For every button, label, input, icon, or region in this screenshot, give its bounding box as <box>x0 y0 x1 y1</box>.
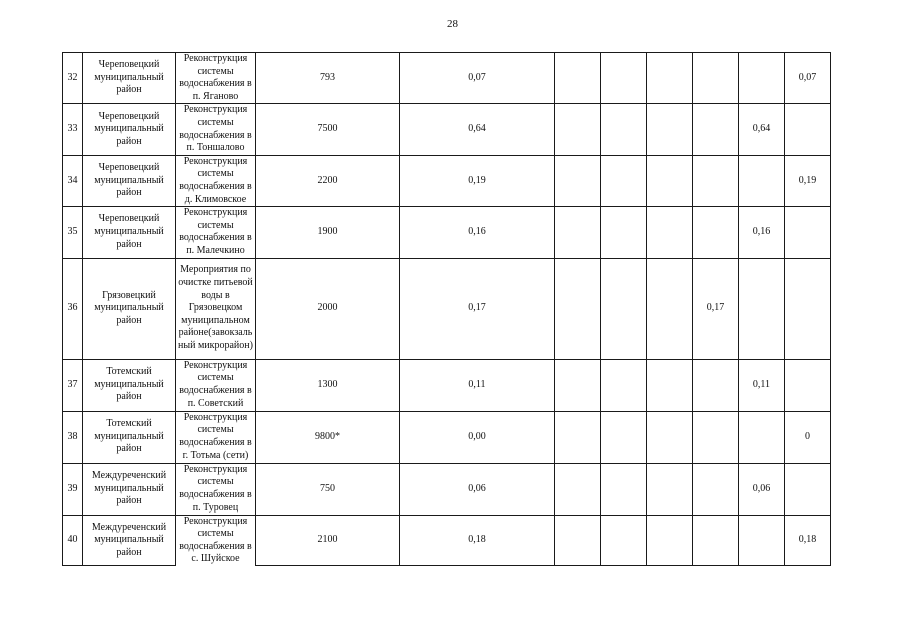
district-cell-line: муниципальный <box>94 378 164 390</box>
value-cell <box>693 207 739 258</box>
project-cell <box>176 411 256 463</box>
project-cell-line: системы <box>197 476 234 488</box>
project-cell-line: Реконструкция <box>183 104 248 116</box>
share-cell: 0,19 <box>400 155 555 206</box>
value-cell: 0,64 <box>739 104 785 155</box>
share-cell: 0,07 <box>400 53 555 104</box>
value-cell <box>555 53 601 104</box>
value-cell: 0 <box>785 411 831 463</box>
share-cell: 0,17 <box>400 258 555 359</box>
value-cell <box>555 155 601 206</box>
project-cell <box>176 463 256 515</box>
value-cell <box>601 207 647 258</box>
amount-cell: 9800* <box>256 411 400 463</box>
district-cell-line: район <box>116 495 142 507</box>
value-cell <box>785 207 831 258</box>
project-cell-line: водоснабжения в <box>179 129 252 141</box>
row-number: 40 <box>63 515 83 566</box>
district-cell-line: район <box>116 238 142 250</box>
value-cell <box>601 359 647 411</box>
share-cell: 0,16 <box>400 207 555 258</box>
project-cell-line: водоснабжения в <box>179 437 252 448</box>
table-row <box>63 104 831 155</box>
project-cell-line: муниципальном <box>181 314 250 326</box>
district-cell-line: Междуреченский <box>91 521 167 533</box>
project-cell-line: системы <box>197 219 234 231</box>
table-row <box>63 463 831 515</box>
value-cell <box>647 155 693 206</box>
value-cell <box>555 104 601 155</box>
district-cell-line: муниципальный <box>94 174 164 186</box>
table-row <box>63 53 831 104</box>
project-cell-line: Реконструкция <box>183 515 248 527</box>
district-cell-line: муниципальный <box>94 123 164 135</box>
amount-cell: 793 <box>256 53 400 104</box>
project-cell <box>176 359 256 411</box>
row-number: 36 <box>63 258 83 359</box>
value-cell <box>647 258 693 359</box>
value-cell <box>693 155 739 206</box>
value-cell <box>739 515 785 566</box>
row-number: 37 <box>63 359 83 411</box>
district-cell <box>83 411 176 463</box>
project-cell-line: районе(завокзаль <box>178 327 253 339</box>
amount-cell: 2100 <box>256 515 400 566</box>
project-cell-line: Реконструкция <box>183 207 248 219</box>
district-cell <box>83 258 176 359</box>
amount-cell: 2000 <box>256 258 400 359</box>
amount-cell: 2200 <box>256 155 400 206</box>
project-cell-line: системы <box>197 116 234 128</box>
district-cell <box>83 463 176 515</box>
share-cell: 0,18 <box>400 515 555 566</box>
district-cell-line: район <box>116 443 142 455</box>
project-cell-line: водоснабжения в <box>179 385 252 396</box>
value-cell <box>601 463 647 515</box>
district-cell-line: муниципальный <box>94 482 164 494</box>
value-cell <box>693 515 739 566</box>
project-cell-line: Реконструкция <box>183 155 248 167</box>
project-cell-line: водоснабжения в <box>179 180 252 192</box>
value-cell <box>693 463 739 515</box>
value-cell <box>647 463 693 515</box>
value-cell <box>647 104 693 155</box>
value-cell <box>739 53 785 104</box>
table-row <box>63 515 831 566</box>
table-row <box>63 411 831 463</box>
value-cell <box>601 258 647 359</box>
value-cell: 0,11 <box>739 359 785 411</box>
district-cell-line: Череповецкий <box>98 59 160 71</box>
value-cell <box>785 258 831 359</box>
table-row <box>63 359 831 411</box>
value-cell <box>785 104 831 155</box>
project-cell-line: с. Шуйское <box>191 553 240 565</box>
project-cell <box>176 258 256 359</box>
project-cell-line: системы <box>197 424 234 436</box>
district-cell-line: муниципальный <box>94 430 164 442</box>
value-cell <box>555 207 601 258</box>
project-cell-line: водоснабжения в <box>179 489 252 500</box>
value-cell: 0,19 <box>785 155 831 206</box>
share-cell: 0,00 <box>400 411 555 463</box>
project-cell-line: водоснабжения в <box>179 232 252 244</box>
share-cell: 0,64 <box>400 104 555 155</box>
value-cell <box>693 53 739 104</box>
project-cell-line: системы <box>197 372 234 384</box>
value-cell: 0,18 <box>785 515 831 566</box>
row-number: 38 <box>63 411 83 463</box>
district-cell-line: район <box>116 135 142 147</box>
row-number: 32 <box>63 53 83 104</box>
row-number: 34 <box>63 155 83 206</box>
district-cell-line: муниципальный <box>94 71 164 83</box>
project-cell-line: ный микрорайон) <box>178 339 253 351</box>
share-cell: 0,06 <box>400 463 555 515</box>
district-cell-line: район <box>116 391 142 403</box>
value-cell <box>739 155 785 206</box>
project-cell-line: Реконструкция <box>183 411 248 423</box>
project-cell-line: п. Яганово <box>192 90 239 102</box>
page-number: 28 <box>447 18 458 30</box>
district-cell-line: район <box>116 546 142 558</box>
project-cell-line: водоснабжения в <box>179 540 252 552</box>
project-cell-line: Реконструкция <box>183 463 248 475</box>
project-cell-line: п. Туровец <box>192 501 239 513</box>
value-cell <box>739 411 785 463</box>
project-cell-line: Мероприятия по <box>180 264 251 276</box>
value-cell <box>647 53 693 104</box>
value-cell <box>785 463 831 515</box>
district-cell-line: район <box>116 187 142 199</box>
project-cell-line: п. Советский <box>187 397 244 409</box>
project-cell-line: водоснабжения в <box>179 78 252 90</box>
project-cell-line: Грязовецком <box>188 302 243 314</box>
value-cell <box>555 463 601 515</box>
district-cell-line: район <box>116 314 142 326</box>
project-cell-line: п. Малечкино <box>186 244 245 256</box>
table-body <box>63 53 831 566</box>
project-cell-line: системы <box>197 65 234 77</box>
amount-cell: 7500 <box>256 104 400 155</box>
row-number: 33 <box>63 104 83 155</box>
value-cell <box>555 411 601 463</box>
project-cell <box>176 515 256 566</box>
value-cell <box>601 411 647 463</box>
district-cell <box>83 104 176 155</box>
value-cell <box>647 411 693 463</box>
district-cell-line: район <box>116 84 142 96</box>
district-cell-line: Череповецкий <box>98 162 160 174</box>
share-cell: 0,11 <box>400 359 555 411</box>
value-cell <box>555 515 601 566</box>
district-cell-line: Тотемский <box>106 418 152 430</box>
district-cell <box>83 155 176 206</box>
value-cell: 0,06 <box>739 463 785 515</box>
table-row <box>63 258 831 359</box>
district-cell <box>83 359 176 411</box>
value-cell <box>739 258 785 359</box>
district-cell-line: муниципальный <box>94 534 164 546</box>
district-cell-line: Тотемский <box>106 366 152 378</box>
project-cell <box>176 104 256 155</box>
value-cell <box>601 104 647 155</box>
district-cell-line: Грязовецкий <box>102 289 156 301</box>
table-row <box>63 207 831 258</box>
value-cell <box>693 411 739 463</box>
value-cell <box>555 258 601 359</box>
project-cell-line: Реконструкция <box>183 53 248 64</box>
project-cell <box>176 53 256 104</box>
value-cell: 0,07 <box>785 53 831 104</box>
district-cell <box>83 207 176 258</box>
row-number: 39 <box>63 463 83 515</box>
district-cell-line: Череповецкий <box>98 213 160 225</box>
value-cell <box>555 359 601 411</box>
value-cell <box>785 359 831 411</box>
district-cell-line: Череповецкий <box>98 110 160 122</box>
project-cell <box>176 207 256 258</box>
project-cell-line: воды в <box>201 289 230 301</box>
data-table <box>62 52 831 566</box>
district-cell-line: муниципальный <box>94 302 164 314</box>
project-cell-line: Реконструкция <box>183 359 248 371</box>
amount-cell: 1900 <box>256 207 400 258</box>
project-cell-line: п. Тоншалово <box>186 142 245 154</box>
value-cell <box>601 515 647 566</box>
project-cell-line: системы <box>197 528 234 540</box>
district-cell-line: муниципальный <box>94 226 164 238</box>
value-cell <box>601 53 647 104</box>
project-cell-line: д. Климовское <box>184 193 247 205</box>
district-cell <box>83 53 176 104</box>
value-cell: 0,16 <box>739 207 785 258</box>
value-cell <box>647 359 693 411</box>
table-row <box>63 155 831 206</box>
project-cell-line: очистке питьевой <box>178 277 253 289</box>
project-cell-line: системы <box>197 168 234 180</box>
amount-cell: 750 <box>256 463 400 515</box>
project-cell <box>176 155 256 206</box>
amount-cell: 1300 <box>256 359 400 411</box>
value-cell <box>601 155 647 206</box>
project-cell-line: г. Тотьма (сети) <box>182 449 249 461</box>
value-cell <box>647 515 693 566</box>
district-cell <box>83 515 176 566</box>
value-cell <box>647 207 693 258</box>
district-cell-line: Междуреченский <box>91 470 167 482</box>
value-cell: 0,17 <box>693 258 739 359</box>
row-number: 35 <box>63 207 83 258</box>
value-cell <box>693 359 739 411</box>
value-cell <box>693 104 739 155</box>
